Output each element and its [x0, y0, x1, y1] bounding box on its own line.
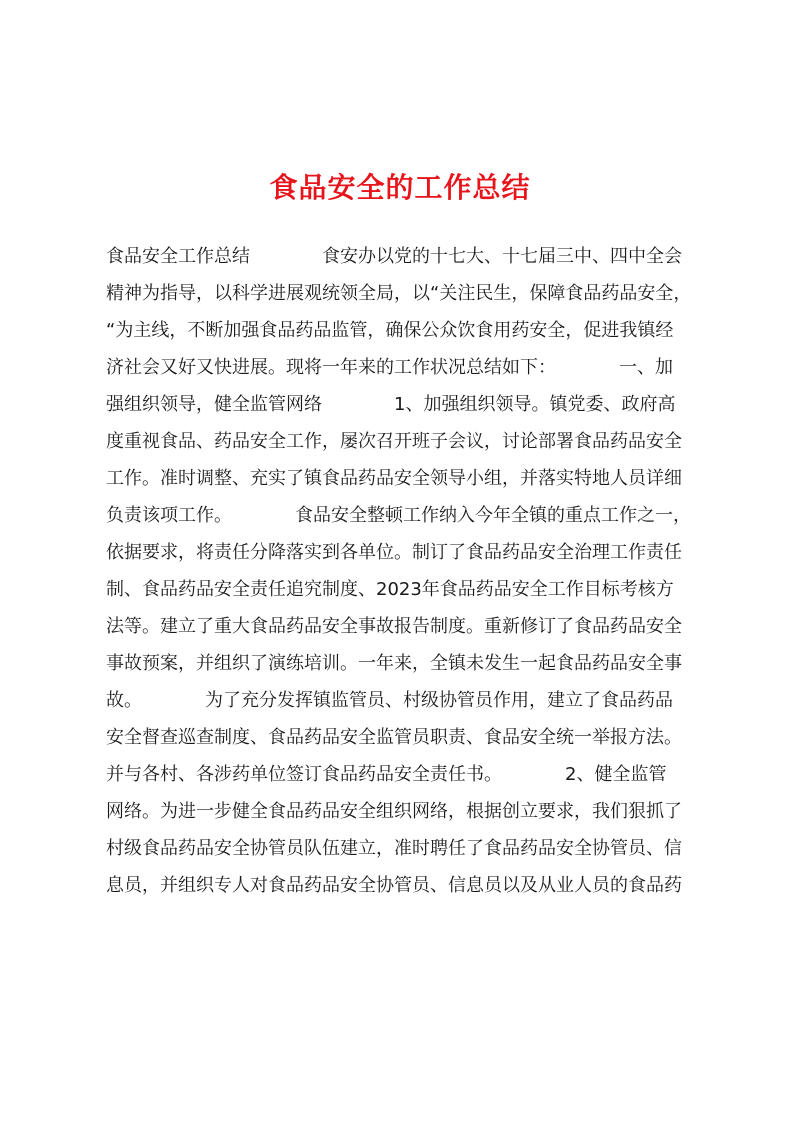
body-line: 事故预案，并组织了演练培训。一年来，全镇未发生一起食品药品安全事	[106, 653, 682, 674]
body-line: 工作。准时调整、充实了镇食品药品安全领导小组，并落实特地人员详细	[106, 468, 682, 489]
body-line: 济社会又好又快进展。现将一年来的工作状况总结如下： 一、加	[106, 357, 673, 378]
body-line: 故。 为了充分发挥镇监管员、村级协管员作用，建立了食品药品	[106, 690, 673, 711]
body-line: 并与各村、各涉药单位签订食品药品安全责任书。 2、健全监管	[106, 764, 667, 785]
body-line: 制、食品药品安全责任追究制度、2023年食品药品安全工作目标考核方	[106, 579, 674, 600]
body-line: 村级食品药品安全协管员队伍建立，准时聘任了食品药品安全协管员、信	[106, 838, 682, 859]
body-line: 负责该项工作。 食品安全整顿工作纳入今年全镇的重点工作之一，	[106, 505, 691, 526]
body-line: 安全督查巡查制度、食品药品安全监管员职责、食品安全统一举报方法。	[106, 727, 682, 748]
body-line: 食品安全工作总结 食安办以党的十七大、十七届三中、四中全会	[106, 246, 682, 267]
body-line: “为主线，不断加强食品药品监管，确保公众饮食用药安全，促进我镇经	[106, 320, 674, 341]
document-body	[106, 238, 706, 904]
body-line: 精神为指导，以科学进展观统领全局，以“关注民生，保障食品药品安全，	[106, 283, 692, 304]
body-line: 度重视食品、药品安全工作，屡次召开班子会议，讨论部署食品药品安全	[106, 431, 682, 452]
document-title: 食品安全的工作总结	[269, 171, 531, 204]
body-line: 强组织领导，健全监管网络 1、加强组织领导。镇党委、政府高	[106, 394, 676, 415]
body-line: 法等。建立了重大食品药品安全事故报告制度。重新修订了食品药品安全	[106, 616, 682, 637]
body-line: 依据要求，将责任分降落实到各单位。制订了食品药品安全治理工作责任	[106, 542, 682, 563]
body-line: 息员，并组织专人对食品药品安全协管员、信息员以及从业人员的食品药	[106, 875, 682, 896]
body-line: 网络。为进一步健全食品药品安全组织网络，根据创立要求，我们狠抓了	[106, 801, 682, 822]
